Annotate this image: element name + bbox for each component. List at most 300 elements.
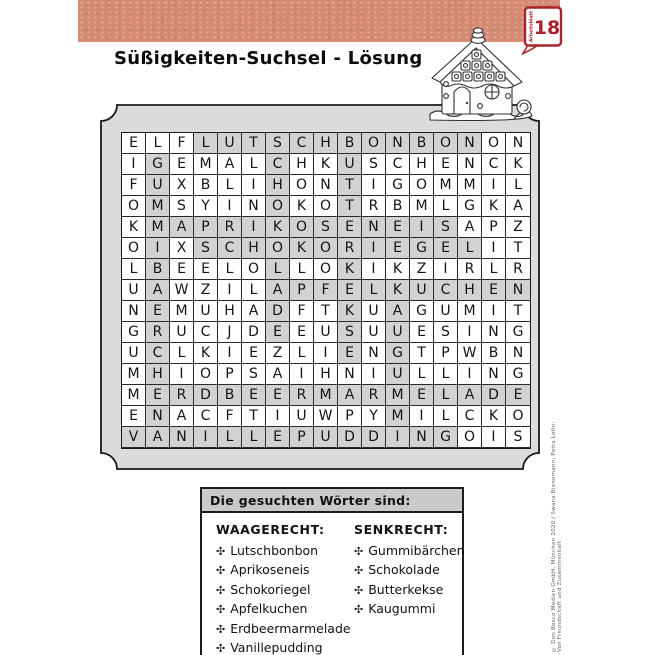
grid-cell: D	[362, 427, 386, 448]
grid-cell: Y	[362, 406, 386, 427]
gingerbread-house-illustration	[422, 26, 536, 124]
grid-cell: A	[218, 154, 242, 175]
grid-cell: M	[170, 301, 194, 322]
grid-cell: O	[266, 238, 290, 259]
flower-bullet-icon: ✣	[354, 564, 364, 578]
grid-cell: E	[266, 427, 290, 448]
grid-cell: M	[458, 175, 482, 196]
grid-cell: U	[122, 280, 146, 301]
grid-cell: K	[290, 196, 314, 217]
grid-cell: L	[290, 343, 314, 364]
badge-label: Arbeitsblatt	[529, 10, 535, 42]
grid-cell: S	[242, 364, 266, 385]
grid-cell: I	[362, 364, 386, 385]
grid-cell: A	[266, 364, 290, 385]
word-list-item	[354, 599, 458, 618]
grid-cell: I	[122, 154, 146, 175]
grid-cell: K	[482, 196, 506, 217]
grid-cell: K	[266, 217, 290, 238]
grid-cell: T	[338, 175, 362, 196]
grid-cell: I	[386, 427, 410, 448]
grid-cell: R	[362, 385, 386, 406]
grid-cell: I	[314, 343, 338, 364]
word-label: Apfelkuchen	[230, 601, 308, 617]
grid-cell: I	[218, 196, 242, 217]
grid-cell: E	[146, 385, 170, 406]
grid-cell: H	[458, 280, 482, 301]
grid-cell: O	[482, 133, 506, 154]
grid-cell: O	[314, 238, 338, 259]
grid-cell: L	[458, 238, 482, 259]
grid-cell: C	[386, 154, 410, 175]
grid-cell: I	[434, 259, 458, 280]
grid-cell: O	[194, 364, 218, 385]
grid-cell: L	[290, 259, 314, 280]
grid-cell: C	[146, 343, 170, 364]
grid-cell: E	[266, 322, 290, 343]
grid-cell: D	[242, 322, 266, 343]
grid-cell: L	[506, 175, 530, 196]
grid-cell: L	[410, 364, 434, 385]
grid-cell: C	[194, 406, 218, 427]
flower-bullet-icon: ✣	[216, 583, 226, 597]
grid-cell: P	[434, 343, 458, 364]
grid-cell: R	[362, 196, 386, 217]
grid-cell: C	[266, 154, 290, 175]
grid-cell: M	[386, 406, 410, 427]
grid-cell: O	[242, 259, 266, 280]
word-list-body	[202, 513, 465, 655]
grid-cell: U	[314, 427, 338, 448]
word-list-item	[216, 580, 354, 599]
grid-cell: O	[362, 133, 386, 154]
word-list-item	[354, 560, 458, 579]
word-list-item	[216, 541, 354, 560]
word-label: Lutschbonbon	[230, 543, 319, 558]
grid-cell: E	[242, 343, 266, 364]
grid-cell: P	[218, 364, 242, 385]
grid-cell: K	[338, 259, 362, 280]
grid-cell: T	[242, 406, 266, 427]
grid-cell: O	[314, 196, 338, 217]
grid-cell: B	[482, 343, 506, 364]
grid-cell: N	[242, 196, 266, 217]
word-search-grid	[121, 132, 531, 449]
grid-cell: A	[242, 301, 266, 322]
grid-cell: I	[362, 259, 386, 280]
grid-cell: Z	[506, 217, 530, 238]
word-label: Aprikoseneis	[230, 562, 310, 578]
word-label: Gummibärchen	[368, 543, 465, 558]
grid-cell: Z	[410, 259, 434, 280]
word-label: Butterkekse	[368, 581, 444, 597]
grid-cell: T	[314, 301, 338, 322]
grid-cell: O	[314, 259, 338, 280]
grid-cell: I	[218, 343, 242, 364]
grid-cell: N	[506, 280, 530, 301]
grid-cell: I	[170, 364, 194, 385]
grid-cell: W	[314, 406, 338, 427]
flower-bullet-icon: ✣	[354, 583, 364, 597]
grid-cell: E	[290, 322, 314, 343]
grid-cell: E	[170, 154, 194, 175]
grid-cell: K	[506, 154, 530, 175]
word-label: Vanillepudding	[230, 639, 323, 655]
grid-cell: M	[314, 385, 338, 406]
copyright-credit: © Don Bosco Medien GmbH, München 2020 / Swana Bienemann, Petra Lefin: Von Freundschaft und Zusammenhalt	[551, 421, 563, 652]
word-list-box	[200, 487, 464, 655]
grid-cell: S	[194, 238, 218, 259]
grid-cell: E	[434, 238, 458, 259]
grid-cell: H	[218, 301, 242, 322]
word-list-item	[216, 599, 354, 618]
grid-cell: L	[362, 280, 386, 301]
grid-cell: M	[434, 175, 458, 196]
grid-cell: G	[146, 154, 170, 175]
grid-cell: F	[218, 406, 242, 427]
grid-cell: P	[194, 217, 218, 238]
grid-cell: A	[266, 280, 290, 301]
grid-cell: N	[410, 427, 434, 448]
grid-cell: A	[458, 217, 482, 238]
grid-cell: P	[482, 217, 506, 238]
word-list-title: Die gesuchten Wörter sind:	[202, 489, 462, 513]
grid-cell: U	[410, 280, 434, 301]
grid-cell: H	[266, 175, 290, 196]
grid-cell: K	[290, 238, 314, 259]
grid-cell: S	[434, 217, 458, 238]
word-list-item	[354, 580, 458, 599]
grid-cell: M	[458, 301, 482, 322]
grid-cell: N	[458, 154, 482, 175]
grid-cell: R	[290, 385, 314, 406]
grid-cell: T	[506, 301, 530, 322]
grid-cell: G	[386, 343, 410, 364]
grid-cell: O	[434, 133, 458, 154]
flower-bullet-icon: ✣	[216, 641, 226, 655]
grid-cell: T	[338, 196, 362, 217]
grid-cell: U	[314, 322, 338, 343]
grid-cell: O	[410, 175, 434, 196]
grid-cell: N	[482, 322, 506, 343]
grid-cell: E	[122, 133, 146, 154]
grid-cell: H	[314, 133, 338, 154]
grid-cell: S	[314, 217, 338, 238]
grid-cell: R	[506, 259, 530, 280]
grid-cell: E	[194, 259, 218, 280]
grid-cell: U	[386, 322, 410, 343]
grid-cell: N	[170, 427, 194, 448]
grid-cell: B	[338, 133, 362, 154]
grid-cell: B	[386, 196, 410, 217]
grid-cell: E	[410, 385, 434, 406]
grid-cell: H	[410, 154, 434, 175]
grid-cell: T	[242, 133, 266, 154]
grid-cell: G	[386, 175, 410, 196]
grid-cell: R	[218, 217, 242, 238]
badge-number: 18	[533, 17, 561, 39]
grid-cell: A	[146, 280, 170, 301]
grid-cell: I	[458, 322, 482, 343]
grid-cell: L	[242, 154, 266, 175]
grid-cell: W	[458, 343, 482, 364]
grid-cell: C	[434, 280, 458, 301]
grid-cell: U	[362, 322, 386, 343]
grid-cell: Z	[266, 343, 290, 364]
grid-cell: S	[266, 133, 290, 154]
grid-cell: E	[122, 406, 146, 427]
grid-cell: W	[170, 280, 194, 301]
word-list-horizontal	[216, 520, 354, 655]
grid-cell: M	[122, 364, 146, 385]
grid-cell: Y	[194, 196, 218, 217]
grid-cell: I	[242, 217, 266, 238]
grid-cell: L	[482, 259, 506, 280]
grid-cell: C	[458, 406, 482, 427]
grid-cell: I	[194, 427, 218, 448]
grid-cell: A	[170, 217, 194, 238]
worksheet-number-badge	[520, 5, 566, 55]
word-label: Schokoriegel	[230, 581, 311, 597]
grid-cell: L	[146, 133, 170, 154]
grid-cell: I	[290, 364, 314, 385]
grid-cell: C	[482, 154, 506, 175]
grid-cell: D	[338, 427, 362, 448]
grid-cell: L	[242, 427, 266, 448]
flower-bullet-icon: ✣	[216, 545, 226, 558]
grid-cell: I	[482, 427, 506, 448]
grid-cell: N	[506, 343, 530, 364]
grid-cell: B	[410, 133, 434, 154]
flower-bullet-icon: ✣	[216, 603, 226, 617]
grid-cell: X	[170, 238, 194, 259]
grid-cell: Z	[194, 280, 218, 301]
grid-cell: P	[290, 280, 314, 301]
grid-cell: O	[122, 238, 146, 259]
grid-cell: L	[434, 385, 458, 406]
door-knob	[466, 102, 468, 104]
grid-cell: A	[170, 406, 194, 427]
grid-cell: I	[482, 301, 506, 322]
grid-cell: F	[170, 133, 194, 154]
grid-cell: K	[482, 406, 506, 427]
grid-cell: L	[218, 259, 242, 280]
grid-cell: D	[266, 301, 290, 322]
grid-cell: C	[290, 133, 314, 154]
grid-cell: L	[242, 280, 266, 301]
chimney	[471, 28, 485, 44]
grid-cell: L	[434, 364, 458, 385]
flower-bullet-icon: ✣	[354, 545, 364, 558]
grid-cell: U	[290, 406, 314, 427]
grid-cell: O	[458, 427, 482, 448]
grid-cell: K	[194, 343, 218, 364]
grid-cell: M	[122, 385, 146, 406]
grid-cell: C	[218, 238, 242, 259]
grid-cell: G	[410, 301, 434, 322]
grid-cell: A	[386, 301, 410, 322]
grid-cell: S	[338, 322, 362, 343]
grid-cell: L	[218, 427, 242, 448]
grid-cell: U	[218, 133, 242, 154]
grid-cell: E	[338, 343, 362, 364]
grid-cell: P	[338, 406, 362, 427]
grid-cell: K	[386, 259, 410, 280]
grid-cell: L	[434, 406, 458, 427]
grid-cell: E	[242, 385, 266, 406]
grid-cell: V	[122, 427, 146, 448]
grid-cell: N	[386, 133, 410, 154]
grid-cell: E	[338, 280, 362, 301]
grid-cell: S	[434, 322, 458, 343]
grid-cell: R	[458, 259, 482, 280]
grid-cell: U	[362, 301, 386, 322]
grid-cell: L	[194, 133, 218, 154]
grid-cell: S	[170, 196, 194, 217]
grid-cell: T	[410, 343, 434, 364]
grid-cell: E	[482, 280, 506, 301]
grid-cell: E	[410, 322, 434, 343]
grid-cell: N	[122, 301, 146, 322]
word-list-item	[216, 638, 354, 655]
word-list-item	[354, 541, 465, 560]
grid-cell: I	[266, 406, 290, 427]
grid-cell: N	[362, 217, 386, 238]
vertical-heading: SENKRECHT:	[354, 522, 449, 537]
grid-cell: O	[290, 217, 314, 238]
grid-cell: I	[482, 175, 506, 196]
grid-cell: R	[146, 322, 170, 343]
grid-cell: N	[146, 406, 170, 427]
grid-cell: L	[434, 196, 458, 217]
grid-cell: I	[482, 238, 506, 259]
door	[454, 87, 470, 114]
horizontal-word-list	[216, 541, 354, 655]
grid-cell: E	[386, 217, 410, 238]
flower-bullet-icon: ✣	[216, 622, 226, 636]
grid-cell: M	[194, 154, 218, 175]
grid-cell: C	[194, 322, 218, 343]
grid-cell: G	[458, 196, 482, 217]
grid-cell: E	[386, 238, 410, 259]
grid-cell: S	[362, 154, 386, 175]
grid-cell: U	[194, 301, 218, 322]
grid-cell: P	[290, 427, 314, 448]
flower-bullet-icon: ✣	[354, 603, 364, 617]
grid-cell: I	[242, 175, 266, 196]
grid-cell: G	[506, 322, 530, 343]
grid-cell: F	[290, 301, 314, 322]
grid-cell: U	[146, 175, 170, 196]
grid-cell: G	[506, 364, 530, 385]
grid-cell: T	[506, 238, 530, 259]
grid-cell: E	[338, 217, 362, 238]
flower-bullet-icon: ✣	[216, 564, 226, 578]
grid-cell: N	[458, 133, 482, 154]
word-list-item	[216, 619, 354, 638]
grid-cell: A	[146, 427, 170, 448]
grid-cell: I	[362, 238, 386, 259]
grid-cell: L	[122, 259, 146, 280]
grid-cell: E	[434, 154, 458, 175]
grid-cell: H	[146, 364, 170, 385]
word-label: Erdbeermarmelade	[230, 620, 351, 636]
vertical-word-list	[354, 541, 465, 619]
grid-cell: U	[434, 301, 458, 322]
grid-cell: M	[410, 196, 434, 217]
grid-cell: G	[410, 238, 434, 259]
grid-cell: E	[506, 385, 530, 406]
grid-cell: U	[122, 343, 146, 364]
grid-cell: E	[146, 301, 170, 322]
grid-cell: O	[506, 406, 530, 427]
grid-cell: K	[314, 154, 338, 175]
grid-cell: J	[218, 322, 242, 343]
grid-cell: A	[458, 385, 482, 406]
word-list-item	[216, 560, 354, 579]
grid-cell: R	[338, 238, 362, 259]
grid-cell: N	[482, 364, 506, 385]
grid-cell: U	[338, 154, 362, 175]
horizontal-heading: WAAGERECHT:	[216, 522, 325, 537]
grid-cell: O	[122, 196, 146, 217]
grid-cell: L	[218, 175, 242, 196]
grid-cell: H	[290, 154, 314, 175]
grid-cell: N	[314, 175, 338, 196]
grid-cell: K	[338, 301, 362, 322]
page-title: Süßigkeiten-Suchsel - Lösung	[114, 48, 423, 69]
grid-cell: A	[338, 385, 362, 406]
word-label: Schokolade	[368, 562, 440, 578]
grid-cell: L	[266, 259, 290, 280]
grid-cell: D	[194, 385, 218, 406]
word-list-vertical	[354, 520, 465, 655]
grid-cell: M	[146, 217, 170, 238]
grid-cell: U	[386, 364, 410, 385]
grid-cell: N	[338, 364, 362, 385]
grid-cell: K	[122, 217, 146, 238]
grid-cell: O	[290, 175, 314, 196]
grid-cell: F	[314, 280, 338, 301]
grid-cell: G	[434, 427, 458, 448]
grid-cell: E	[266, 385, 290, 406]
grid-cell: B	[218, 385, 242, 406]
grid-cell: R	[170, 385, 194, 406]
grid-cell: K	[386, 280, 410, 301]
grid-cell: H	[242, 238, 266, 259]
grid-cell: A	[506, 196, 530, 217]
grid-cell: I	[218, 280, 242, 301]
grid-cell: N	[362, 343, 386, 364]
grid-cell: H	[314, 364, 338, 385]
grid-cell: E	[170, 259, 194, 280]
grid-cell: S	[506, 427, 530, 448]
grid-cell: I	[410, 406, 434, 427]
grid-cell: M	[386, 385, 410, 406]
grid-cell: U	[170, 322, 194, 343]
grid-cell: I	[146, 238, 170, 259]
grid-cell: I	[362, 175, 386, 196]
grid-cell: X	[170, 175, 194, 196]
grid-cell: N	[506, 133, 530, 154]
grid-cell: G	[122, 322, 146, 343]
grid-cell: B	[146, 259, 170, 280]
grid-cell: O	[266, 196, 290, 217]
grid-cell: M	[146, 196, 170, 217]
grid-cell: I	[410, 217, 434, 238]
word-label: Kaugummi	[368, 601, 436, 617]
grid-cell: L	[170, 343, 194, 364]
